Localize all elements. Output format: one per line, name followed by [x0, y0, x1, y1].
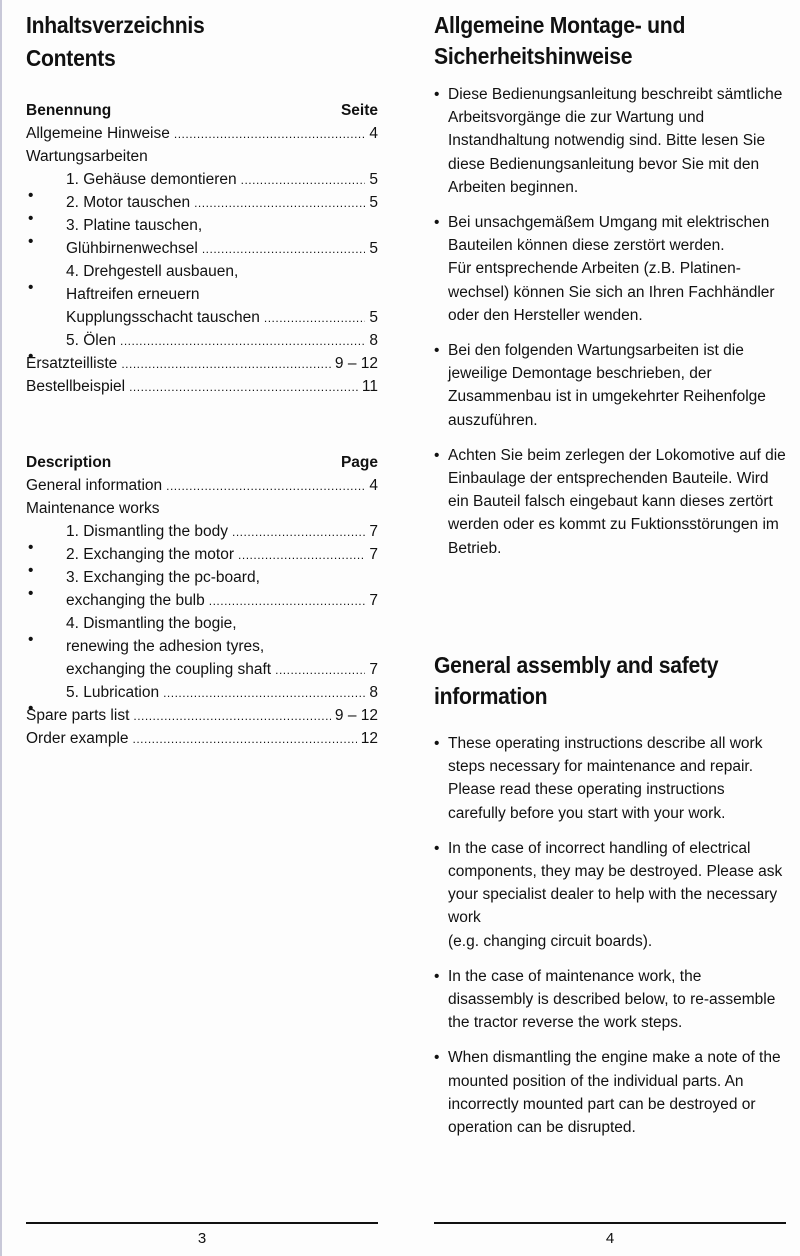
toc-header-label: Benennung: [26, 102, 112, 119]
safety-title-de-line2: Sicherheitshinweise: [434, 43, 633, 69]
toc-entry-label: Glühbirnenwechsel: [66, 240, 198, 257]
toc-entry-page: 8: [369, 332, 378, 349]
toc-entry-label: 4. Dismantling the bogie,: [66, 615, 237, 632]
toc-entry-label: Bestellbeispiel: [26, 378, 126, 395]
toc-entry-label: 5. Ölen: [66, 332, 116, 349]
dot-leader: [275, 658, 365, 682]
toc-entry-page: 9 – 12: [334, 355, 378, 372]
footer-rule: [26, 1222, 378, 1224]
toc-entry-label: 2. Exchanging the motor: [66, 546, 235, 563]
bullet-text: These operating instructions describe all work steps necessary for maintenance and repair. Please read these operating instructions carefully before you start with your work.: [448, 735, 763, 822]
dot-leader: [133, 727, 357, 751]
toc-header: [26, 99, 378, 122]
bullet-item: [434, 444, 786, 560]
contents-title-de: Inhaltsverzeichnis: [26, 12, 205, 38]
bullet-item: [434, 732, 786, 825]
dot-leader: [163, 681, 365, 705]
toc-entry: [26, 214, 378, 237]
toc-entry-label: exchanging the coupling shaft: [66, 661, 272, 678]
bullet-item: [434, 837, 786, 953]
dot-leader: [241, 168, 366, 192]
toc-entry-label: 5. Lubrication: [66, 684, 160, 701]
left-page: [26, 0, 378, 1256]
toc-entry: [26, 237, 378, 260]
toc-entry: [26, 520, 378, 543]
bullet-text: When dismantling the engine make a note of the mounted position of the individual parts. An incorrectly mounted part can be destroyed or operation can be disrupted.: [448, 1049, 781, 1137]
bullet-item: [434, 211, 786, 327]
toc-entry-label: Haftreifen erneuern: [66, 286, 200, 303]
safety-bullets-en: [434, 732, 786, 1151]
dot-leader: [194, 191, 365, 215]
safety-title-en-line1: General assembly and safety: [434, 652, 719, 678]
dot-leader: [133, 704, 331, 728]
toc-english: [26, 451, 378, 750]
dot-leader: [121, 352, 331, 376]
page-number: 3: [197, 1230, 207, 1247]
toc-entry: [26, 681, 378, 704]
toc-entry: [26, 306, 378, 329]
toc-entry-page: 4: [369, 477, 378, 494]
toc-header: [26, 451, 378, 474]
toc-entry: [26, 497, 378, 520]
toc-entry-page: 8: [369, 684, 378, 701]
toc-entry-label: 3. Platine tauschen,: [66, 217, 203, 234]
bullet-item: [434, 83, 786, 199]
bullet-text: Bei unsachgemäßem Umgang mit elektrischen Bauteilen können diese zerstört werden.: [448, 214, 770, 255]
page-number: 4: [605, 1230, 615, 1247]
dot-leader: [129, 375, 358, 399]
toc-entry: [26, 612, 378, 635]
toc-entry-page: 7: [369, 546, 378, 563]
toc-entry-label: renewing the adhesion tyres,: [66, 638, 265, 655]
toc-entry-label: General information: [26, 477, 163, 494]
bullet-item: [434, 339, 786, 432]
safety-bullets-de: [434, 83, 786, 572]
bullet-text-extra: (e.g. changing circuit boards).: [448, 932, 653, 950]
toc-entry: [26, 122, 378, 145]
dot-leader: [174, 122, 366, 146]
toc-entry: [26, 658, 378, 681]
safety-title-de: [434, 10, 758, 72]
toc-entry: [26, 589, 378, 612]
toc-entry-label: Ersatzteilliste: [26, 355, 118, 372]
toc-entry: [26, 543, 378, 566]
toc-entry-page: 7: [369, 523, 378, 540]
toc-entry-page: 5: [369, 309, 378, 326]
toc-entry-label: 1. Gehäuse demontieren: [66, 171, 237, 188]
contents-title-en: Contents: [26, 45, 116, 71]
toc-entry: [26, 283, 378, 306]
toc-entry-label: 4. Drehgestell ausbauen,: [66, 263, 239, 280]
toc-header-page: Seite: [340, 102, 378, 119]
toc-entry: [26, 704, 378, 727]
bullet-text: Bei den folgenden Wartungsarbeiten ist die jeweilige Demontage beschrieben, der Zusammenbau ist in umgekehrter Reihenfolge auszuführen.: [448, 342, 766, 429]
toc-entry-label: Wartungsarbeiten: [26, 148, 148, 165]
safety-title-en-line2: information: [434, 683, 548, 709]
right-page: [434, 0, 786, 1256]
bullet-item: [434, 965, 786, 1035]
toc-entry-page: 9 – 12: [334, 707, 378, 724]
footer-rule: [434, 1222, 786, 1224]
toc-german: [26, 99, 378, 398]
toc-entry-page: 5: [369, 171, 378, 188]
bullet-text-extra: Für entsprechende Arbeiten (z.B. Platinen-wechsel) können Sie sich an Ihren Fachhändler oder den Hersteller wenden.: [448, 260, 775, 324]
dot-leader: [202, 237, 366, 261]
safety-title-de-line1: Allgemeine Montage- und: [434, 12, 686, 38]
toc-entry-page: 7: [369, 592, 378, 609]
toc-entry-page: 7: [369, 661, 378, 678]
toc-entry: [26, 352, 378, 375]
dot-leader: [120, 329, 365, 353]
toc-entry-page: 4: [369, 125, 378, 142]
toc-entry: [26, 635, 378, 658]
toc-header-page: Page: [340, 454, 378, 471]
bullet-text: In the case of maintenance work, the disassembly is described below, to re-assemble the tractor reverse the work steps.: [448, 967, 776, 1032]
dot-leader: [209, 589, 366, 613]
toc-entry: [26, 191, 378, 214]
toc-entry-label: Spare parts list: [26, 707, 130, 724]
dot-leader: [166, 474, 365, 498]
toc-entry-page: 11: [361, 378, 378, 395]
toc-entry-label: 1. Dismantling the body: [66, 523, 228, 540]
toc-entry-label: exchanging the bulb: [66, 592, 205, 609]
toc-entry: [26, 168, 378, 191]
bullet-text: In the case of incorrect handling of electrical components, they may be destroyed. Please ask your specialist dealer to help with the necessary work: [448, 839, 783, 927]
toc-entry-page: 5: [369, 240, 378, 257]
bullet-item: [434, 1046, 786, 1139]
safety-title-en: [434, 650, 718, 712]
toc-entry-label: 2. Motor tauschen: [66, 194, 191, 211]
toc-entry-page: 5: [369, 194, 378, 211]
toc-entry-label: Order example: [26, 730, 129, 747]
toc-entry: [26, 260, 378, 283]
toc-entry: [26, 727, 378, 750]
toc-entry-label: 3. Exchanging the pc-board,: [66, 569, 260, 586]
toc-entry: [26, 145, 378, 168]
toc-entry-page: 12: [360, 730, 378, 747]
dot-leader: [264, 306, 365, 330]
toc-entry-label: Kupplungsschacht tauschen: [66, 309, 260, 326]
toc-entry-label: Allgemeine Hinweise: [26, 125, 170, 142]
toc-entry: [26, 474, 378, 497]
toc-entry: [26, 566, 378, 589]
dot-leader: [238, 543, 365, 567]
bullet-text: Achten Sie beim zerlegen der Lokomotive auf die Einbaulage der entsprechenden Bauteile. Wird ein Bauteil falsch eingebaut kann dieses zertört werden oder es kommt zu Fuktionsstörungen im Betrieb.: [448, 446, 786, 557]
toc-header-label: Description: [26, 454, 112, 471]
toc-entry: [26, 375, 378, 398]
bullet-text: Diese Bedienungsanleitung beschreibt sämtliche Arbeitsvorgänge die zur Wartung und Instandhaltung notwendig sind. Bitte lesen Sie diese Bedienungsanleitung bevor Sie mit den Arbeiten beginnen.: [448, 86, 783, 196]
dot-leader: [232, 520, 365, 544]
toc-entry: [26, 329, 378, 352]
toc-entry-label: Maintenance works: [26, 500, 160, 517]
